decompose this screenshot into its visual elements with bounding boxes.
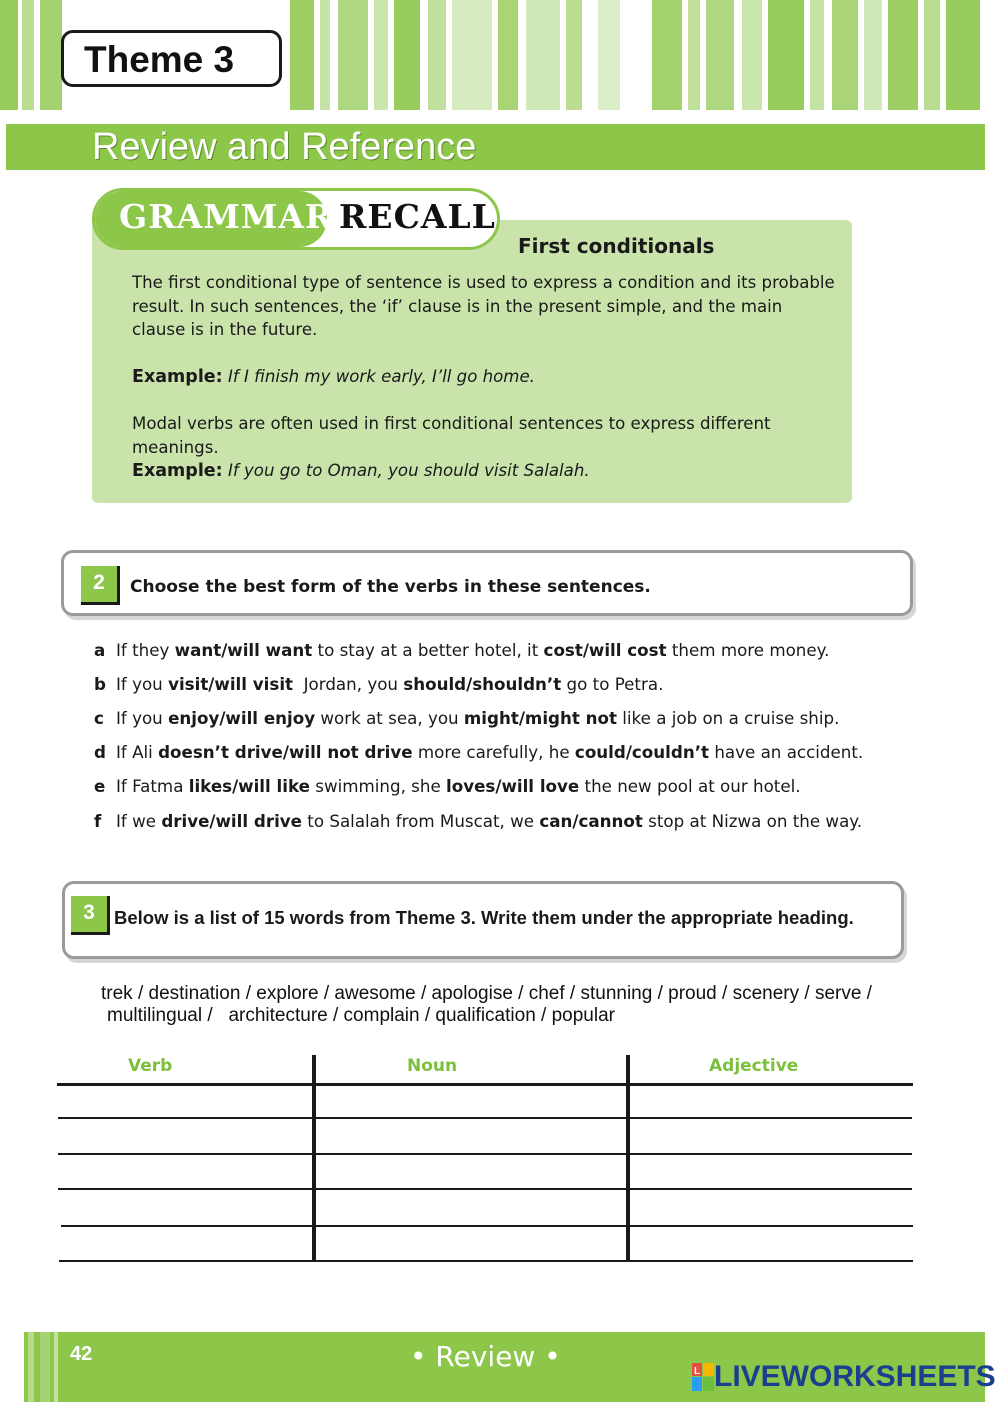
- example-sentence: If I finish my work early, I’ll go home.: [227, 367, 535, 386]
- verb-choice-1[interactable]: likes/will like: [188, 776, 310, 796]
- item-text: swimming, she: [309, 776, 447, 796]
- page-number: 42: [70, 1343, 93, 1365]
- exercise-item: [94, 776, 801, 802]
- badge-word-grammar: GRAMMAR: [119, 197, 334, 236]
- item-text: have an accident.: [709, 742, 864, 762]
- exercise-item: [94, 640, 829, 666]
- exercise-item: [94, 674, 663, 700]
- item-letter: e: [94, 776, 106, 796]
- column-header-noun: Noun: [407, 1056, 458, 1076]
- answer-row-line[interactable]: [58, 1188, 912, 1190]
- item-text: the new pool at our hotel.: [579, 776, 801, 796]
- verb-choice-2[interactable]: should/shouldn’t: [403, 674, 562, 694]
- verb-choice-2[interactable]: could/couldn’t: [574, 742, 710, 762]
- column-header-adjective: Adjective: [709, 1056, 799, 1076]
- item-text: more carefully, he: [412, 742, 575, 762]
- item-letter: f: [94, 811, 102, 831]
- answer-row-line[interactable]: [58, 1117, 912, 1119]
- answer-row-line[interactable]: [61, 1225, 913, 1227]
- verb-choice-2[interactable]: might/might not: [463, 708, 617, 728]
- example-label: Example:: [132, 461, 223, 481]
- exercise-instruction: Choose the best form of the verbs in these sentences.: [130, 577, 651, 597]
- verb-choice-1[interactable]: enjoy/will enjoy: [168, 708, 316, 728]
- footer-section-label: • Review •: [410, 1340, 561, 1373]
- item-text: If Fatma: [116, 776, 189, 796]
- section-title-band: [6, 124, 985, 170]
- verb-choice-2[interactable]: loves/will love: [446, 776, 580, 796]
- item-text: work at sea, you: [315, 708, 464, 728]
- item-letter: a: [94, 640, 106, 660]
- exercise-item: [94, 742, 863, 768]
- word-list-line-1: trek / destination / explore / awesome / apologise / chef / stunning / proud / scenery / serve /: [101, 983, 872, 1004]
- liveworksheets-brand: LIVEWORKSHEETS: [714, 1360, 996, 1393]
- exercise-item: [94, 708, 839, 734]
- item-text: If Ali: [116, 742, 159, 762]
- theme-label: Theme 3: [84, 39, 235, 80]
- live-badge-letter-l: L: [694, 1366, 701, 1377]
- item-text: them more money.: [666, 640, 830, 660]
- answer-row-line[interactable]: [58, 1153, 912, 1155]
- grammar-recall-badge: [92, 188, 500, 250]
- grammar-paragraph-2: Modal verbs are often used in first conditional sentences to express different meanings.: [132, 414, 771, 457]
- exercise-number: 2: [81, 566, 120, 605]
- item-text: If we: [116, 811, 162, 831]
- column-header-verb: Verb: [128, 1056, 173, 1076]
- exercise-item: [94, 811, 862, 837]
- table-column-divider: [626, 1055, 630, 1262]
- item-text: to stay at a better hotel, it: [312, 640, 544, 660]
- verb-choice-1[interactable]: doesn’t drive/will not drive: [158, 742, 413, 762]
- grammar-subtitle: First conditionals: [518, 234, 715, 258]
- theme-label-box: [61, 30, 282, 87]
- verb-choice-1[interactable]: visit/will visit: [168, 674, 294, 694]
- verb-choice-2[interactable]: cost/will cost: [543, 640, 667, 660]
- section-title: Review and Reference: [92, 126, 477, 168]
- answer-row-line[interactable]: [59, 1260, 913, 1262]
- item-letter: c: [94, 708, 104, 728]
- example-label: Example:: [132, 367, 223, 387]
- verb-choice-1[interactable]: drive/will drive: [161, 811, 302, 831]
- table-column-divider: [312, 1055, 316, 1262]
- exercise-number: 3: [71, 896, 110, 935]
- badge-word-recall: RECALL: [339, 197, 496, 236]
- item-text: If they: [116, 640, 175, 660]
- liveworksheets-logo: [692, 1362, 996, 1392]
- example-sentence: If you go to Oman, you should visit Salalah.: [227, 461, 590, 480]
- item-text: If you: [116, 708, 169, 728]
- item-letter: b: [94, 674, 106, 694]
- item-text: stop at Nizwa on the way.: [642, 811, 863, 831]
- grammar-example-2: [132, 459, 837, 484]
- word-list-line-2: multilingual / architecture / complain / qualification / popular: [107, 1005, 615, 1026]
- item-letter: d: [94, 742, 106, 762]
- item-text: like a job on a cruise ship.: [616, 708, 840, 728]
- verb-choice-1[interactable]: want/will want: [174, 640, 313, 660]
- exercise-2-instruction-box: [61, 550, 913, 616]
- verb-choice-2[interactable]: can/cannot: [539, 811, 643, 831]
- grammar-paragraph-1: The first conditional type of sentence is used to express a condition and its probable result. In such sentences, the ‘if’ clause is in the present simple, and the main clause is in the future.: [132, 273, 835, 339]
- item-text: to Salalah from Muscat, we: [302, 811, 540, 831]
- item-text: go to Petra.: [561, 674, 664, 694]
- item-text: If you: [116, 674, 169, 694]
- table-header-rule: [57, 1083, 913, 1086]
- live-badge-icon: [692, 1363, 714, 1391]
- exercise-instruction: Below is a list of 15 words from Theme 3. Write them under the appropriate heading.: [114, 907, 854, 928]
- exercise-3-instruction-box: [62, 881, 904, 959]
- grammar-example-1: [132, 365, 837, 390]
- item-text: Jordan, you: [293, 674, 404, 694]
